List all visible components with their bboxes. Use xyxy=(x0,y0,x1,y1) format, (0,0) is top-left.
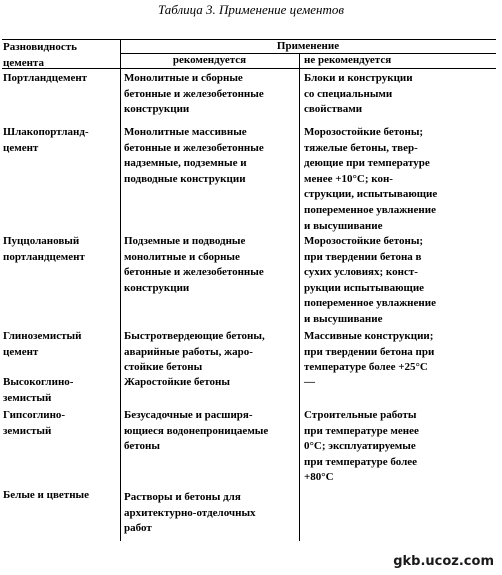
row-7-recommended: Растворы и бетоны для архитектурно-отделочных работ xyxy=(124,491,256,535)
row-3-not-recommended: Морозостойкие бетоны; при твердении бетона в сухих условиях; конст- рукции испытывающие попеременное увлажнение и высушивание xyxy=(304,235,436,325)
table-caption: Таблица 3. Применение цементов xyxy=(157,2,344,17)
row-5-type: Высокоглино- земистый xyxy=(3,376,74,404)
row-6-type: Гипсоглино- земистый xyxy=(3,409,66,437)
header-type: Разновидность цемента xyxy=(3,41,77,69)
row-5-recommended: Жаростойкие бетоны xyxy=(124,376,230,388)
column-divider-1 xyxy=(120,39,121,541)
row-2-recommended: Монолитные массивные бетонные и железобетонные надземные, подземные и подводные конструкции xyxy=(124,126,264,185)
row-1-recommended: Монолитные и сборные бетонные и железобетонные конструкции xyxy=(124,72,264,116)
header-recommended: рекомендуется xyxy=(172,54,247,66)
row-2-type: Шлакопортланд- цемент xyxy=(3,126,89,154)
row-4-not-recommended: Массивные конструкции; при твердении бетона при температуре более +25°С xyxy=(304,330,435,374)
row-6-recommended: Безусадочные и расширя- ющиеся водонепроницаемые бетоны xyxy=(124,409,269,453)
row-6-not-recommended: Строительные работы при температуре менее 0°С; эксплуатируемые при температуре более +80°С xyxy=(304,409,419,484)
row-1-not-recommended: Блоки и конструкции со специальными свойствами xyxy=(304,72,413,116)
row-4-recommended: Быстротвердеющие бетоны, аварийные работы, жаро- стойкие бетоны xyxy=(124,330,265,374)
site-watermark: gkb.ucoz.com xyxy=(393,554,494,569)
row-4-type: Глиноземистый цемент xyxy=(3,330,82,358)
row-2-not-recommended: Морозостойкие бетоны; тяжелые бетоны, твер- деющие при температуре менее +10°С; кон- струкции, испытывающие попеременное увлажнение и высушивание xyxy=(304,126,438,232)
row-1-type: Портландцемент xyxy=(3,72,88,84)
row-3-type: Пуццолановый портландцемент xyxy=(3,235,85,263)
row-7-type: Белые и цветные xyxy=(3,489,90,501)
row-3-recommended: Подземные и подводные монолитные и сборные бетонные и железобетонные конструкции xyxy=(124,235,264,294)
column-divider-2 xyxy=(299,53,300,541)
row-5-not-recommended: — xyxy=(304,376,315,388)
cement-application-table xyxy=(2,39,496,541)
header-application: Применение xyxy=(276,40,340,52)
header-not-recommended: не рекомендуется xyxy=(304,54,392,66)
